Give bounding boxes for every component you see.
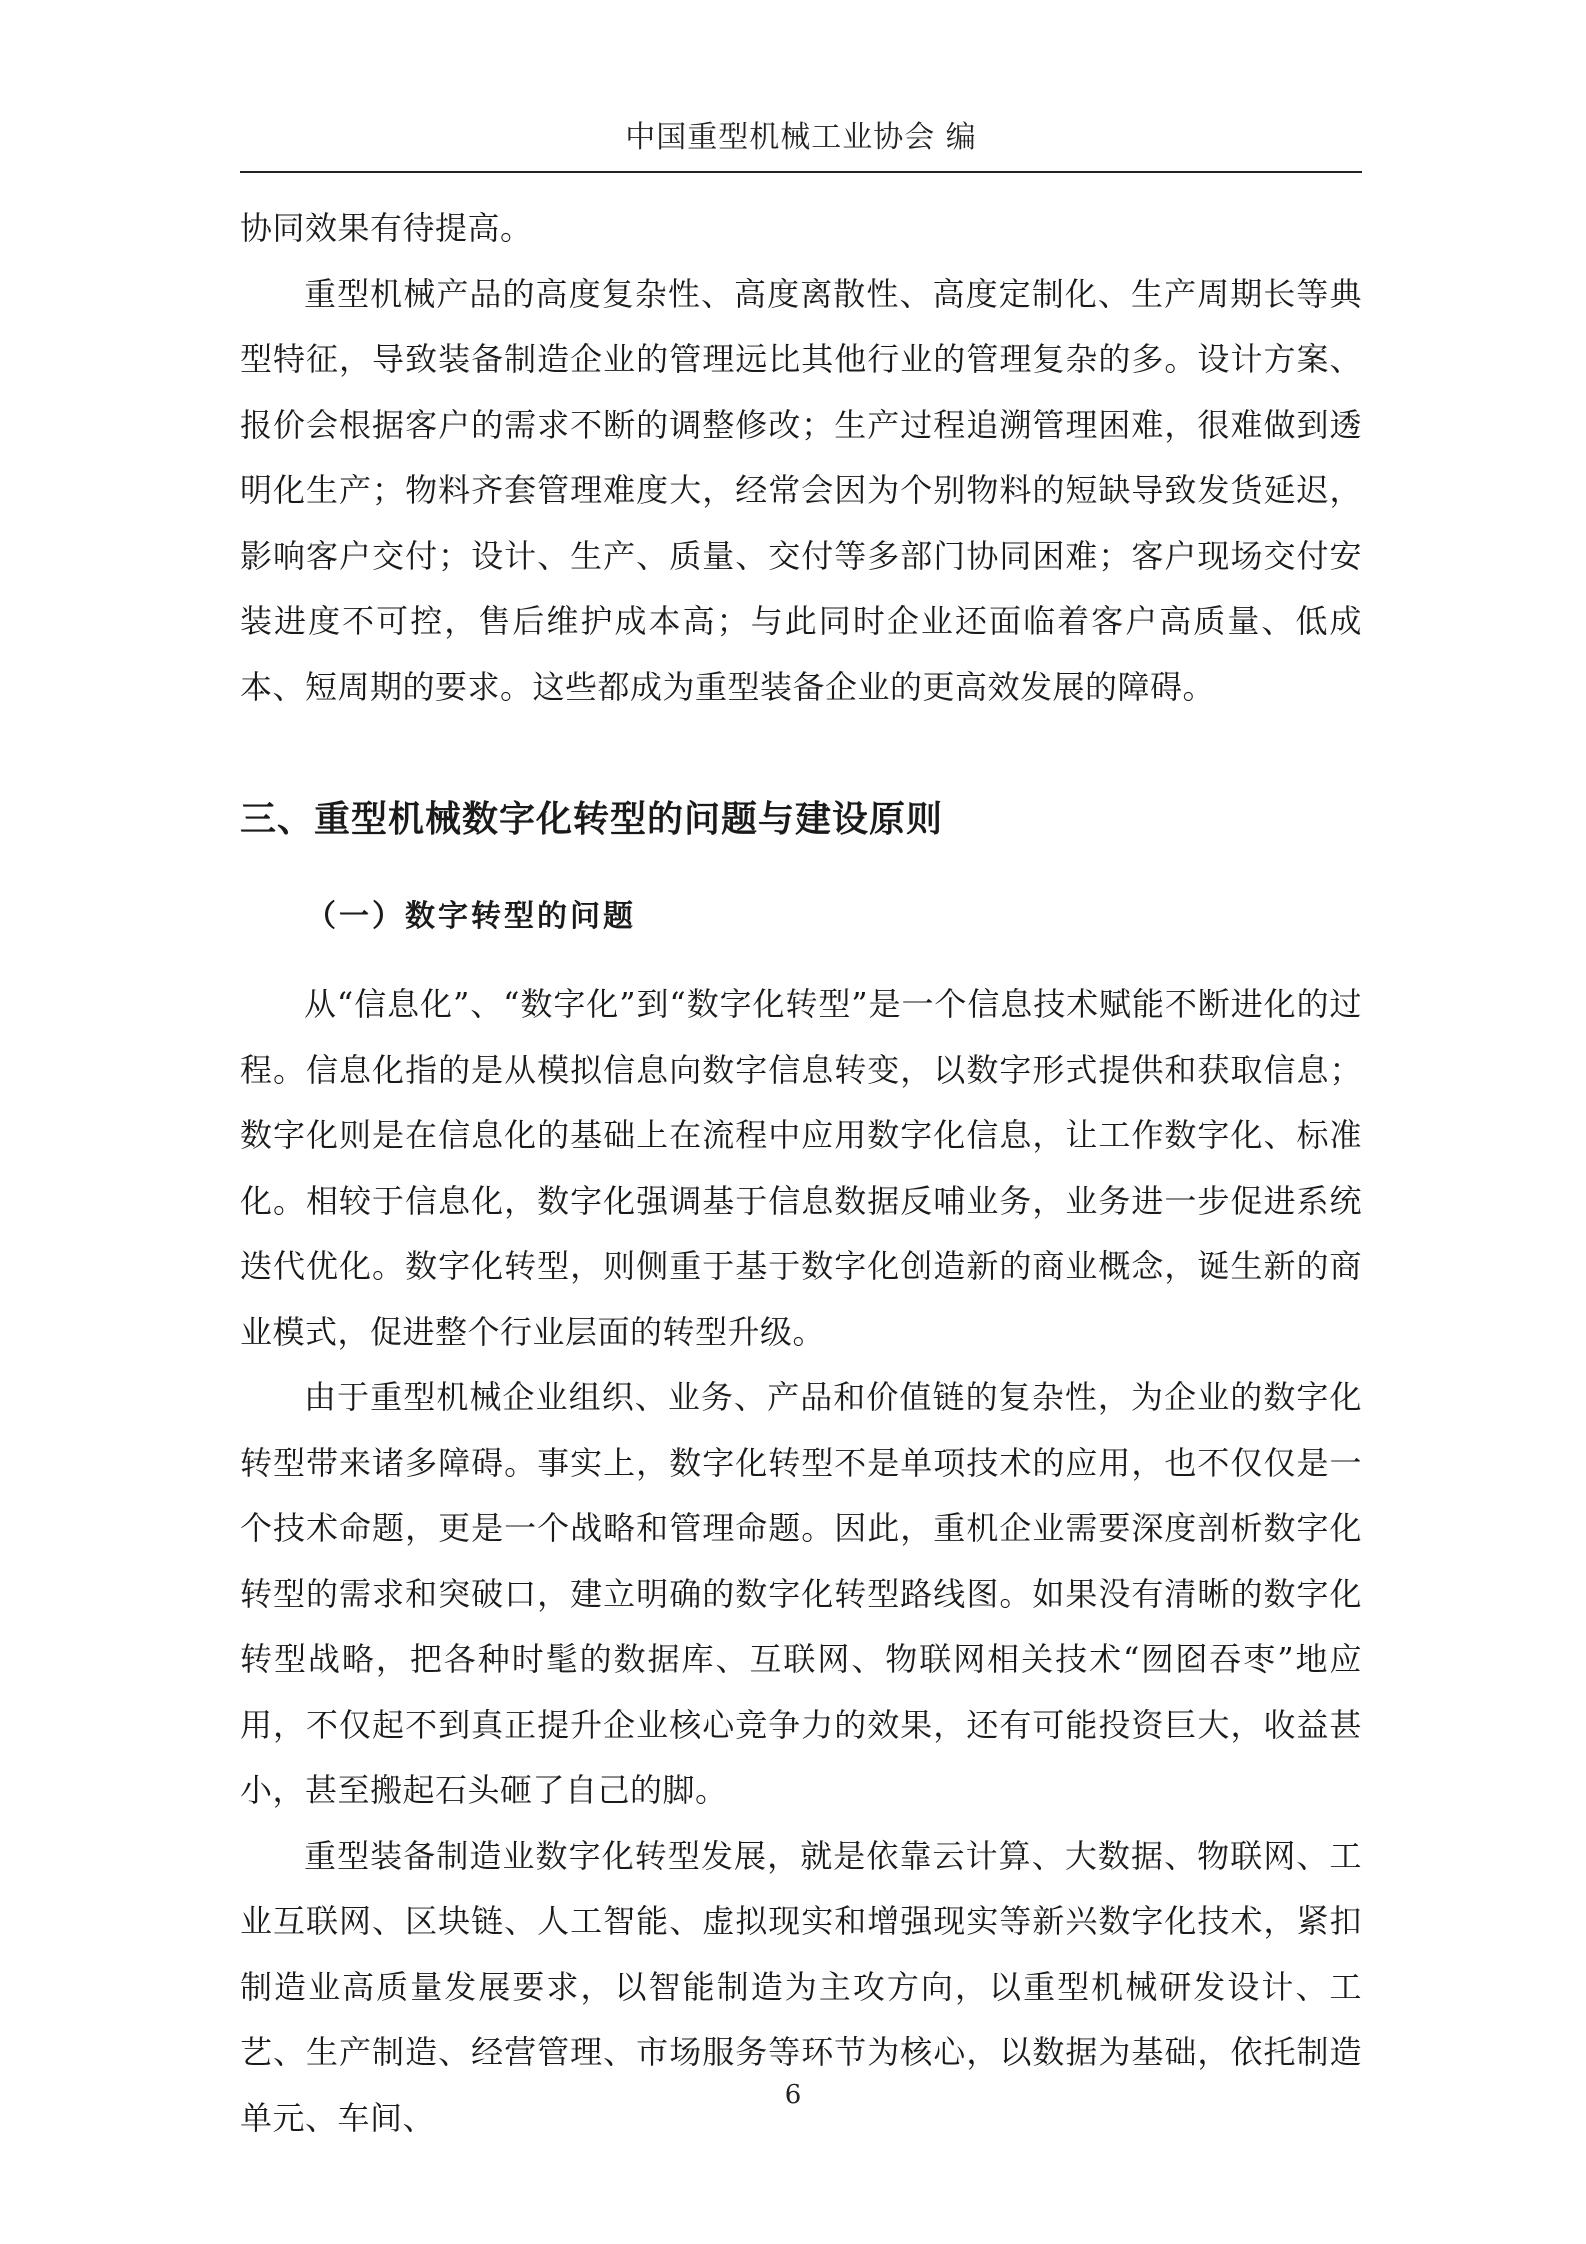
- header-divider: [240, 171, 1362, 173]
- paragraph: 重型装备制造业数字化转型发展，就是依靠云计算、大数据、物联网、工业互联网、区块链、人工智能、虚拟现实和增强现实等新兴数字化技术，紧扣制造业高质量发展要求，以智能制造为主攻方向，以重型机械研发设计、工艺、生产制造、经营管理、市场服务等环节为核心，以数据为基础，依托制造单元、车间、: [240, 1836, 1362, 2137]
- paragraph: 重型机械产品的高度复杂性、高度离散性、高度定制化、生产周期长等典型特征，导致装备制造企业的管理远比其他行业的管理复杂的多。设计方案、报价会根据客户的需求不断的调整修改；生产过程追溯管理困难，很难做到透明化生产；物料齐套管理难度大，经常会因为个别物料的短缺导致发货延迟，影响客户交付；设计、生产、质量、交付等多部门协同困难；客户现场交付安装进度不可控，售后维护成本高；与此同时企业还面临着客户高质量、低成本、短周期的要求。这些都成为重型装备企业的更高效发展的障碍。: [240, 274, 1362, 706]
- page-body: [240, 196, 1362, 2151]
- paragraph: 由于重型机械企业组织、业务、产品和价值链的复杂性，为企业的数字化转型带来诸多障碍。事实上，数字化转型不是单项技术的应用，也不仅仅是一个技术命题，更是一个战略和管理命题。因此，重机企业需要深度剖析数字化转型的需求和突破口，建立明确的数字化转型路线图。如果没有清晰的数字化转型战略，把各种时髦的数据库、互联网、物联网相关技术“囫囵吞枣”地应用，不仅起不到真正提升企业核心竞争力的效果，还有可能投资巨大，收益甚小，甚至搬起石头砸了自己的脚。: [240, 1378, 1362, 1809]
- paragraph: 从“信息化”、“数字化”到“数字化转型”是一个信息技术赋能不断进化的过程。信息化指的是从模拟信息向数字信息转变，以数字形式提供和获取信息；数字化则是在信息化的基础上在流程中应用数字化信息，让工作数字化、标准化。相较于信息化，数字化强调基于信息数据反哺业务，业务进一步促进系统迭代优化。数字化转型，则侧重于基于数字化创造新的商业概念，诞生新的商业模式，促进整个行业层面的转型升级。: [240, 985, 1362, 1351]
- running-header: 中国重型机械工业协会 编: [625, 120, 977, 155]
- section-heading: 三、重型机械数字化转型的问题与建设原则: [240, 799, 944, 840]
- page-number: 6: [784, 2080, 802, 2110]
- subsection-heading: （一）数字转型的问题: [306, 899, 636, 934]
- paragraph-continuation: 协同效果有待提高。: [240, 209, 533, 247]
